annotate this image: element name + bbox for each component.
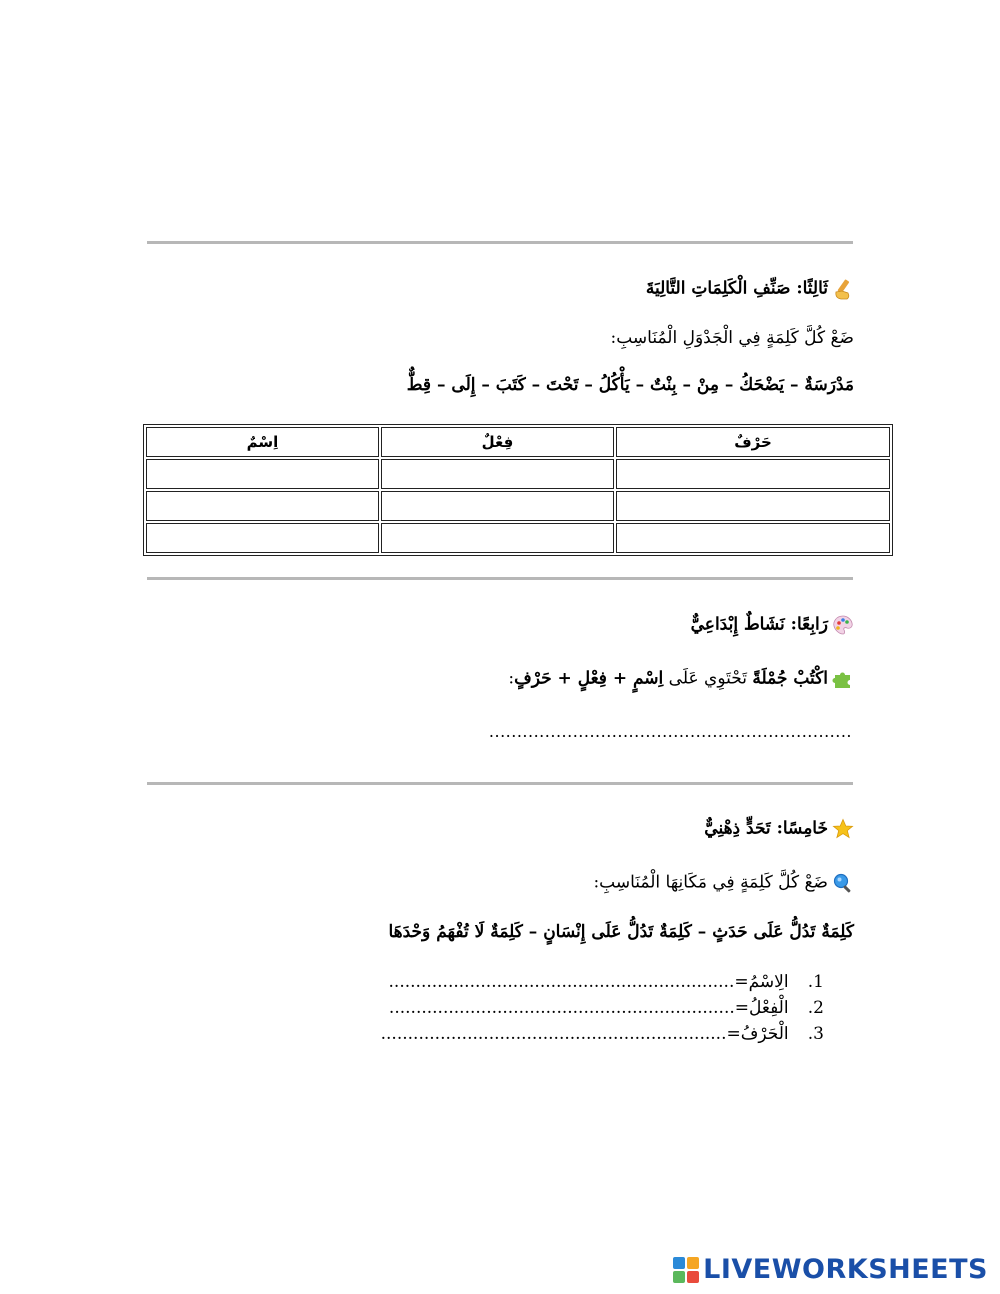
table-cell-input[interactable] — [146, 523, 379, 553]
table-cell-input[interactable] — [381, 523, 614, 553]
item-number: 2. — [807, 998, 824, 1018]
divider — [147, 577, 853, 580]
section3-title-row — [646, 278, 854, 300]
header-fiel: فِعْلٌ — [381, 427, 614, 457]
item-answer-dots[interactable]: ................................................................ — [388, 972, 735, 992]
item-answer-dots[interactable]: ................................................................ — [380, 1024, 727, 1044]
definitions-bank: كَلِمَةٌ تَدُلُّ عَلَى حَدَثٍ – كَلِمَةٌ تَدُلُّ عَلَى إِنْسَانٍ – كَلِمَةٌ لَا تُفْهَمُ وَحْدَهَا — [388, 922, 854, 942]
table-row — [146, 491, 890, 521]
section4-title-row — [691, 614, 854, 636]
table-cell-input[interactable] — [381, 459, 614, 489]
table-header-row — [146, 427, 890, 457]
writing-hand-icon — [832, 278, 854, 300]
section5-instruction-row — [593, 872, 854, 894]
section5-title-row — [704, 818, 854, 840]
prompt-tail: اِسْمٍ + فِعْلٍ + حَرْفٍ — [514, 668, 664, 689]
answer-line[interactable]: ................................................................. — [488, 722, 852, 741]
classification-table — [143, 424, 893, 556]
item-label: الْحَرْفُ= — [726, 1024, 789, 1044]
table-cell-input[interactable] — [616, 491, 890, 521]
brand-footer — [673, 1254, 988, 1285]
table-cell-input[interactable] — [616, 459, 890, 489]
section5-instruction: ضَعْ كُلَّ كَلِمَةٍ فِي مَكَانِهَا الْمُنَاسِبِ: — [593, 872, 828, 893]
brand-logo-icon — [673, 1257, 699, 1283]
item-label: الِاسْمُ= — [734, 972, 789, 992]
palette-icon — [832, 614, 854, 636]
prompt-colon: : — [508, 668, 515, 689]
section5-title: خَامِسًا: تَحَدٍّ ذِهْنِيٌّ — [704, 818, 828, 839]
item-number: 3. — [807, 1024, 824, 1044]
prompt-bold: اكْتُبْ جُمْلَةً — [752, 668, 828, 689]
table-row — [146, 459, 890, 489]
section3-title: ثَالِثًا: صَنِّفِ الْكَلِمَاتِ التَّالِيَةَ — [645, 278, 828, 299]
header-harf: حَرْفٌ — [616, 427, 890, 457]
magnifier-icon — [832, 872, 854, 894]
header-ism: اِسْمٌ — [146, 427, 379, 457]
section4-title: رَابِعًا: نَشَاطٌ إِبْدَاعِيٌّ — [690, 614, 828, 635]
item-number: 1. — [807, 972, 824, 992]
item-label: الْفِعْلُ= — [734, 998, 789, 1018]
section4-prompt-row — [508, 668, 854, 690]
table-cell-input[interactable] — [146, 491, 379, 521]
prompt-normal: تَحْتَوِي عَلَى — [663, 668, 753, 689]
puzzle-icon — [832, 668, 854, 690]
list-item — [389, 972, 824, 992]
table-row — [146, 523, 890, 553]
table-cell-input[interactable] — [146, 459, 379, 489]
table-cell-input[interactable] — [381, 491, 614, 521]
divider — [147, 241, 853, 244]
divider — [147, 782, 853, 785]
list-item — [389, 998, 824, 1018]
table-cell-input[interactable] — [616, 523, 890, 553]
brand-name: LIVEWORKSHEETS — [703, 1254, 988, 1285]
star-icon — [832, 818, 854, 840]
section3-instruction: ضَعْ كُلَّ كَلِمَةٍ فِي الْجَدْوَلِ الْمُنَاسِبِ: — [610, 328, 854, 348]
item-answer-dots[interactable]: ................................................................ — [388, 998, 735, 1018]
list-item — [381, 1024, 824, 1044]
word-bank: مَدْرَسَةٌ – يَضْحَكُ – مِنْ – بِنْتٌ – يَأْكُلُ – تَحْتَ – كَتَبَ – إِلَى – قِطٌّ — [406, 375, 854, 395]
